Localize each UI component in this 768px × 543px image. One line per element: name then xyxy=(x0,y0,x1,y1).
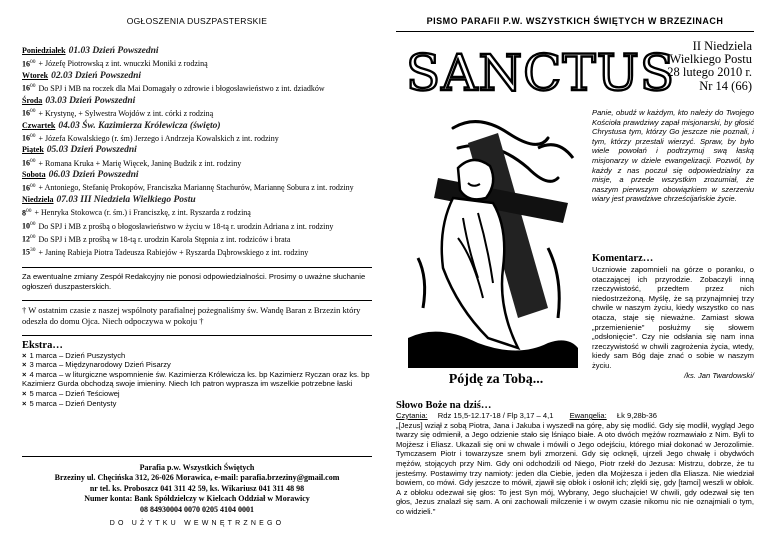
mass-minute: 00 xyxy=(30,58,36,65)
list-item: × 3 marca – Międzynarodowy Dzień Pisarzy xyxy=(22,360,372,370)
mass-entry xyxy=(22,181,372,194)
day-feast: 04.03 Św. Kazimierza Królewicza (święto) xyxy=(58,120,221,131)
day-feast: 01.03 Dzień Powszedni xyxy=(68,46,159,56)
readings xyxy=(396,411,754,421)
mass-entry xyxy=(22,81,372,94)
missionary-prayer: Panie, obudź w każdym, kto należy do Twojego Kościoła prawdziwy zapał misjonarski, by głosić Chrystusa tym, którzy Go jeszcze nie poznali, i tym, którzy przestali wierzyć. Spraw, by było wiele powołań i podtrzymuj swą łaską misjonarzy w dziele ewangelizacji. Pozwól, by każdy z nas poczuł się odpowiedzialny za misje, a przede wszystkim zrozumiał, że naszym pierwszym obowiązkiem w szerzeniu wiary jest prawdziwe chrześcijańskie życie. xyxy=(592,108,754,204)
day-name: Piątek xyxy=(22,145,44,155)
mass-entry xyxy=(22,206,372,219)
mass-schedule xyxy=(22,46,372,259)
bank-account: 08 84930004 0070 0205 4104 0001 xyxy=(140,504,254,514)
mass-hour: 15 xyxy=(22,248,30,258)
word-of-god-title: Słowo Boże na dziś… xyxy=(396,400,492,411)
mass-intention: Do SPJ i MB z prośbą o błogosławieństwo w życiu w 18-tą r. urodzin Adriana z int. rodziny xyxy=(38,221,334,231)
logo-text: SANCTUS xyxy=(406,44,676,102)
mass-minute: 30 xyxy=(30,247,36,254)
mass-hour: 16 xyxy=(22,108,30,118)
schedule-day xyxy=(22,145,372,156)
issue-info xyxy=(667,40,752,93)
mass-minute: 00 xyxy=(30,133,36,140)
day-feast: 03.03 Dzień Powszedni xyxy=(45,95,136,106)
day-name: Niedziela xyxy=(22,195,54,205)
mass-minute: 00 xyxy=(30,234,36,241)
commentary-title: Komentarz… xyxy=(592,253,654,264)
schedule-day xyxy=(22,96,372,107)
issue-season: Wielkiego Postu xyxy=(669,52,752,67)
mass-minute: 00 xyxy=(30,220,36,227)
announcements-page xyxy=(22,8,372,538)
commentary-text: Uczniowie zapomnieli na górze o poranku, o otaczającej ich przyrodzie. Zobaczyli inną rzeczywistość, przedtem przez nich niedostrzeżoną. Myślę, że są przynajmniej trzy chwile w naszym życiu, kiedy wszystko co nas otacza, staje się nieważne. Zamiast słowa „przemienienie" posłużmy się słowem „odsłonięcie". Czy nie odsłania się nam inna rzeczywistość w chwili zagrożenia życia, wtedy, kiedy sam Bóg daje znać o sobie w naszym życiu. xyxy=(592,265,754,370)
mass-hour: 16 xyxy=(22,59,30,69)
mass-hour: 8 xyxy=(22,208,26,218)
schedule-day xyxy=(22,170,372,181)
mass-intention: + Henryka Stokowca (r. śm.) i Franciszkę, z int. Ryszarda z rodziną xyxy=(34,208,251,218)
parish-footer xyxy=(22,456,372,529)
parish-address: Brzeziny ul. Chęcińska 312, 26-026 Morawica, e-mail: parafia.brzeziny@gmail.com xyxy=(54,473,340,483)
day-name: Wtorek xyxy=(22,70,49,80)
mass-hour: 16 xyxy=(22,158,30,168)
divider xyxy=(22,300,372,301)
masthead xyxy=(396,32,754,118)
mass-hour: 10 xyxy=(22,221,30,231)
schedule-day xyxy=(22,195,372,206)
mass-minute: 00 xyxy=(30,182,36,189)
word-of-god-section xyxy=(396,400,754,517)
parish-name: Parafia p.w. Wszystkich Świętych xyxy=(139,463,255,472)
day-feast: 02.03 Dzień Powszedni xyxy=(51,70,142,81)
list-item: × 5 marca – Dzień Dentysty xyxy=(22,399,372,409)
memorial-note: † W ostatnim czasie z naszej wspólnoty parafialnej pożegnaliśmy św. Wandę Baran z Brzezin który odeszła do domu Ojca. Niech odpoczywa w pokoju † xyxy=(22,304,361,326)
mass-entry xyxy=(22,245,372,258)
mass-entry xyxy=(22,232,372,245)
mass-entry xyxy=(22,57,372,70)
mass-intention: + Józefę Piotrowską z int. wnuczki Moniki z rodziną xyxy=(38,59,208,69)
day-name: Środa xyxy=(22,95,43,105)
internal-use-label: DO UŻYTKU WEWNĘTRZNEGO xyxy=(109,520,285,528)
mass-intention: Do SPJ i MB na roczek dla Mai Domagały o zdrowie i błogosławieństwo z int. dziadków xyxy=(38,84,325,94)
gospel-ref: Łk 9,28b-36 xyxy=(616,411,657,420)
mass-entry xyxy=(22,131,372,144)
bank-name: Numer konta: Bank Spółdzielczy w Kielcach Oddział w Morawicy xyxy=(84,494,310,504)
issue-sunday: II Niedziela xyxy=(692,39,752,53)
mass-hour: 12 xyxy=(22,234,30,244)
gospel-text: „[Jezus] wziął z sobą Piotra, Jana i Jakuba i wyszedł na górę, aby się modlić. Gdy się modlił, wygląd Jego twarzy się odmienił, a Jego odzienie stało się lśniąco białe. A oto dwóch mężów rozmawiało z Nim. Byli to Mojżesz i Eliasz. Ukazali się oni w chwale i mówili o Jego odejściu, którego miał dokonać w Jerozolimie. Tymczasem Piotr i towarzysze snem byli zmorzeni. Gdy się ocknęli, ujrzeli Jego chwałę i obydwóch mężów, stojących przy Nim. Gdy oni odchodzili od Niego, Piotr rzekł do Jezusa: Mistrzu, dobrze, że tu jesteśmy. Postawimy trzy namioty: jeden dla Ciebie, jeden dla Mojżesza i jeden dla Eliasza. Nie wiedział bowiem, co mówi. Gdy jeszcze to mówił, zjawił się obłok i osłonił ich; zlękli się, gdy [tamci] weszli w obłok. A z obłoku odezwał się głos: To jest Syn mój, Wybrany, Jego słuchajcie! W chwili, gdy odezwał się ten głos, Jezus znalazł się sam. A oni zachowali milczenie i w owym czasie nikomu nic nie oznajmiali o tym, co widzieli." xyxy=(396,420,754,516)
mass-intention: + Antoniego, Stefanię Prokopów, Franciszka Mariannę Stachurów, Mariannę Sobura z int. rodziny xyxy=(38,183,354,193)
day-feast: 07.03 III Niedziela Wielkiego Postu xyxy=(56,195,196,206)
mass-minute: 00 xyxy=(30,108,36,115)
issue-date: 28 lutego 2010 r. xyxy=(667,65,752,80)
mass-entry xyxy=(22,156,372,169)
mass-intention: + Janinę Rabieja Piotra Tadeusza Rabiejów + Ryszarda Dąbrowskiego z int. rodziny xyxy=(38,248,309,258)
schedule-day xyxy=(22,46,372,57)
bulletin-header: PISMO PARAFII P.W. WSZYSTKICH ŚWIĘTYCH W BRZEZINACH xyxy=(396,8,754,32)
ekstra-title: Ekstra… xyxy=(22,339,63,351)
day-feast: 05.03 Dzień Powszedni xyxy=(46,145,137,156)
mass-entry xyxy=(22,219,372,232)
readings-label: Czytania: xyxy=(396,411,428,420)
announcements-header: OGŁOSZENIA DUSZPASTERSKIE xyxy=(126,16,268,26)
commentary-author: /ks. Jan Twardowski/ xyxy=(684,370,754,380)
mass-minute: 00 xyxy=(26,207,32,214)
sanctus-logo xyxy=(404,42,676,102)
divider xyxy=(22,456,372,457)
bulletin-page xyxy=(396,8,754,538)
list-item: × 1 marca – Dzień Puszystych xyxy=(22,351,372,361)
day-name: Poniedziałek xyxy=(22,46,66,55)
schedule-day xyxy=(22,71,372,82)
readings-refs: Rdz 15,5-12.17-18 / Flp 3,17 – 4,1 xyxy=(437,411,554,420)
mass-intention: Do SPJ i MB z prośbą w 18-tą r. urodzin Karola Stępnia z int. rodziców i brata xyxy=(38,234,291,244)
divider xyxy=(22,335,372,336)
gospel-label: Ewangelia: xyxy=(569,411,607,420)
mass-hour: 16 xyxy=(22,133,30,143)
day-feast: 06.03 Dzień Powszedni xyxy=(48,170,139,181)
day-name: Sobota xyxy=(22,170,46,180)
jesus-cross-illustration xyxy=(398,108,580,378)
divider xyxy=(22,267,372,268)
mass-minute: 00 xyxy=(30,157,36,164)
mass-hour: 16 xyxy=(22,183,30,193)
ekstra-list xyxy=(22,351,372,409)
day-name: Czwartek xyxy=(22,120,56,130)
list-item: × 5 marca – Dzień Teściowej xyxy=(22,389,372,399)
mass-intention: + Józefa Kowalskiego (r. śm) Jerzego i Andrzeja Kowalskich z int. rodziny xyxy=(38,133,279,143)
parish-phones: nr tel. ks. Proboszcz 041 311 42 59, ks. Wikariusz 041 311 48 98 xyxy=(89,483,305,493)
illustration-caption: Pójdę za Tobą... xyxy=(448,372,544,387)
mass-hour: 16 xyxy=(22,84,30,94)
list-item: × 4 marca – w liturgiczne wspomnienie św. Kazimierza Królewicza ks. bp Kazimierz Ryczan oraz ks. bp Kazimierz Gurda obchodzą swoje imieniny. Niech Ich patron wyprasza im wszelkie potrzebne łaski xyxy=(22,370,372,389)
mass-minute: 00 xyxy=(30,83,36,90)
issue-number: Nr 14 (66) xyxy=(699,78,752,93)
commentary-section xyxy=(592,253,754,380)
mass-entry xyxy=(22,106,372,119)
editorial-notice: Za ewentualne zmiany Zespół Redakcyjny nie ponosi odpowiedzialności. Prosimy o uważne słuchanie ogłoszeń duszpasterskich. xyxy=(22,271,366,291)
schedule-day xyxy=(22,121,372,132)
mass-intention: + Krystynę, + Sylwestra Wojdów z int. córki z rodziną xyxy=(38,108,214,118)
mass-intention: + Romana Kruka + Marię Więcek, Janinę Budzik z int. rodziny xyxy=(38,158,242,168)
